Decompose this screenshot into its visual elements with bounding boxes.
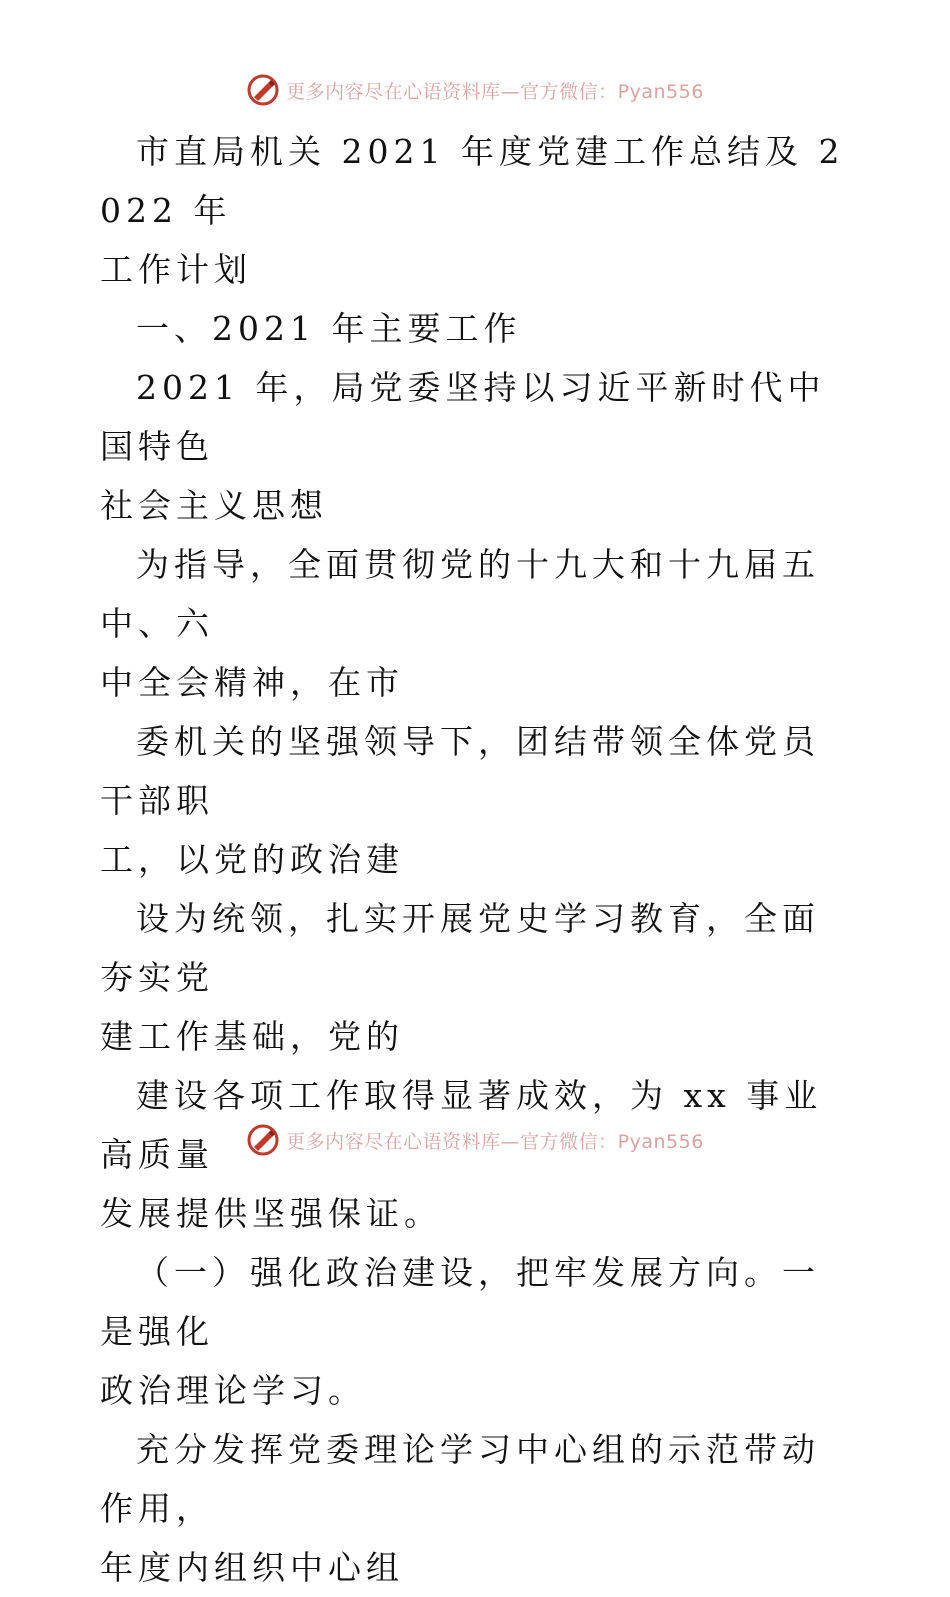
paragraph-line: 充分发挥党委理论学习中心组的示范带动作用， [100,1430,820,1528]
section-heading-text: 一、2021 年主要工作 [136,309,522,348]
paragraph-line: 建设各项工作取得显著成效，为 xx 事业高质量 [100,1076,823,1174]
paragraph-line: 为指导，全面贯彻党的十九大和十九届五中、六 [100,545,820,643]
paragraph-line: 建工作基础，党的 [100,1017,404,1056]
title-line-1: 市直局机关 2021 年度党建工作总结及 2022 年 [100,132,845,230]
paragraph-line: 设为统领，扎实开展党史学习教育，全面夯实党 [100,899,820,997]
watermark-text: 更多内容尽在心语资料库—官方微信：Pyan556 [286,1130,704,1153]
pen-logo-icon [246,73,280,107]
title-line-2: 工作计划 [100,250,252,289]
document-title [100,122,852,299]
footer-watermark [0,1120,950,1160]
paragraph [100,712,852,889]
paragraph [100,535,852,712]
pen-logo-icon [246,1123,280,1157]
paragraph [100,1243,852,1420]
paragraph-line: 中全会精神，在市 [100,663,404,702]
paragraph [100,889,852,1066]
paragraph-line: 社会主义思想 [100,486,328,525]
section-heading [100,299,852,358]
header-watermark [0,70,950,110]
paragraph-line: （一）强化政治建设，把牢发展方向。一是强化 [100,1253,820,1351]
paragraph-line: 发展提供坚强保证。 [100,1194,442,1233]
paragraph [100,1420,852,1597]
paragraph-line: 工，以党的政治建 [100,840,404,879]
paragraph-line: 年度内组织中心组 [100,1548,404,1587]
paragraph-line: 委机关的坚强领导下，团结带领全体党员干部职 [100,722,820,820]
watermark-text: 更多内容尽在心语资料库—官方微信：Pyan556 [286,80,704,103]
paragraph-line: 2021 年，局党委坚持以习近平新时代中国特色 [100,368,826,466]
paragraph-line: 政治理论学习。 [100,1371,366,1410]
document-body [100,122,852,1597]
paragraph [100,358,852,535]
